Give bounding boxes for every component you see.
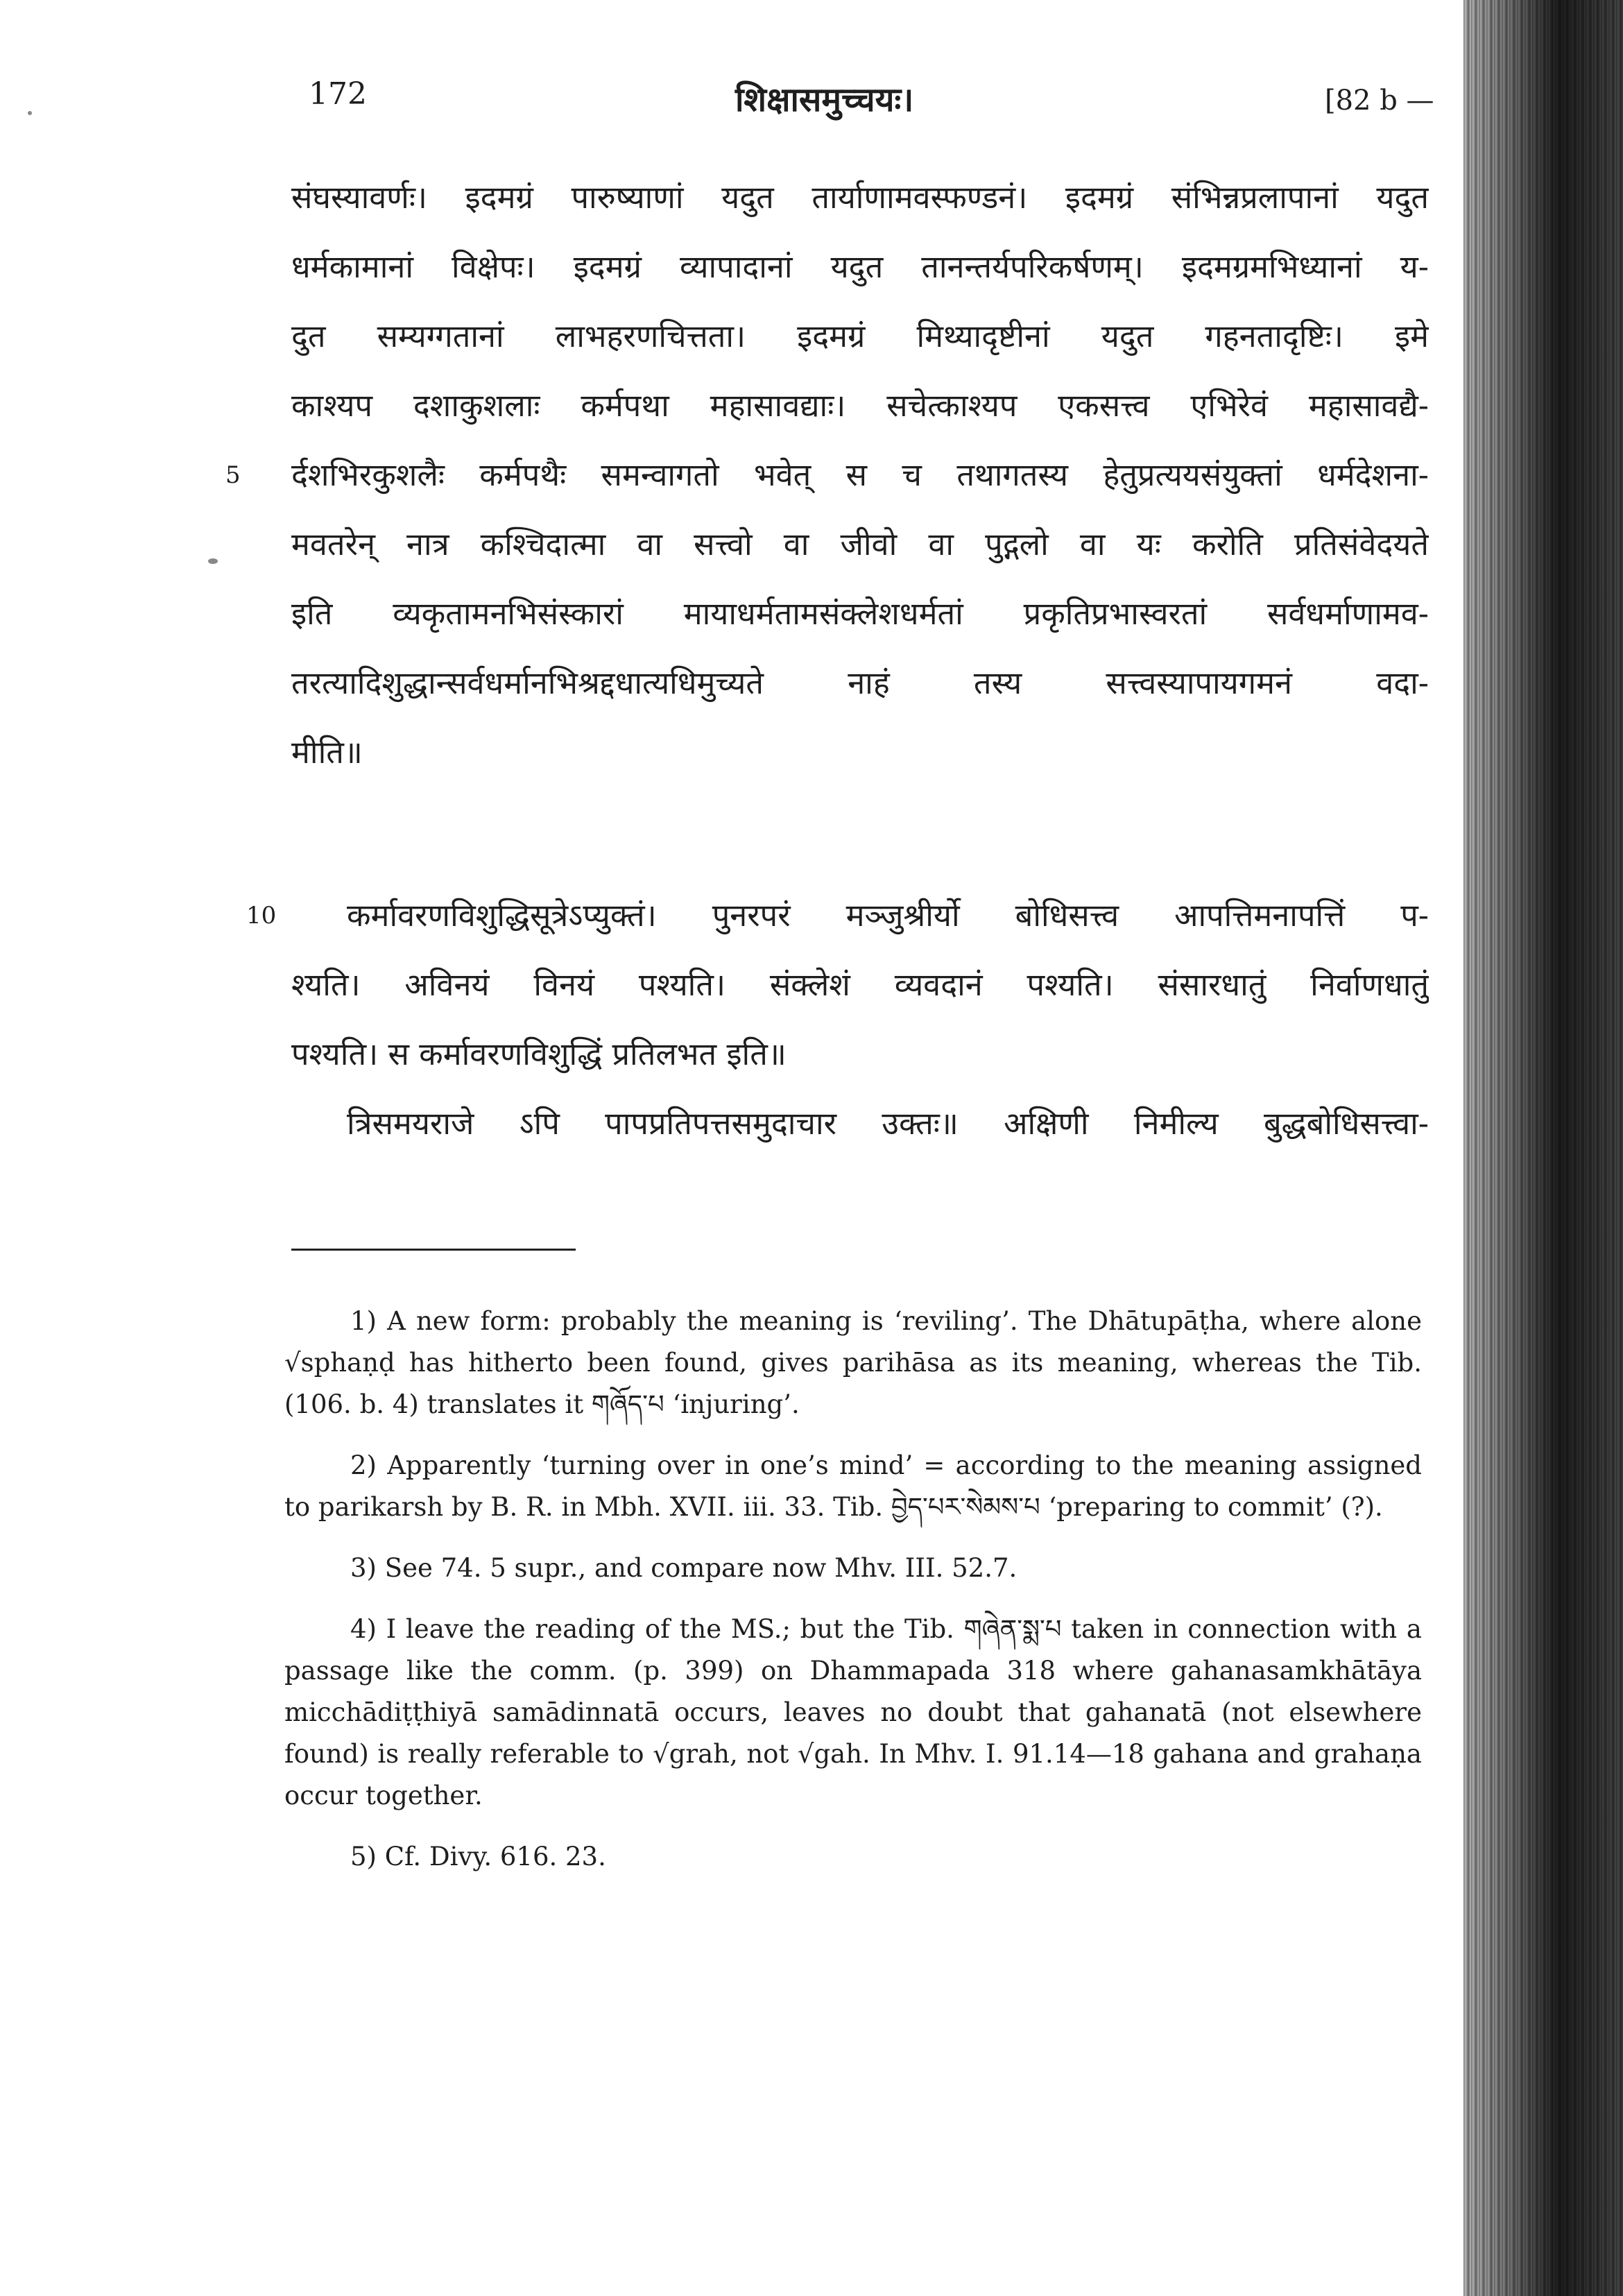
text-line: मीति॥ [291,734,363,771]
text-line: इति व्यकृतामनभिसंस्कारां मायाधर्मतामसंक्लेशधर्मतां प्रकृतिप्रभास्वरतां सर्वधर्माणामव- [291,595,1429,632]
page-header [0,76,1457,132]
page-number: 172 [309,76,367,112]
folio-reference: [82 b — [1325,85,1434,117]
second-paragraph [246,881,1429,1158]
text-line: र्दशभिरकुशलैः कर्मपथैः समन्वागतो भवेत् स च तथागतस्य हेतुप्रत्ययसंयुक्तां धर्मदेशना- [291,456,1429,493]
text-line: संघस्यावर्णः। इदमग्रं पारुष्याणां यदुत तार्याणामवस्फण्डनं। इदमग्रं संभिन्नप्रलापानां यदुत [291,179,1429,216]
text-line: तरत्यादिशुद्धान्सर्वधर्मानभिश्रद्दधात्यधिमुच्यते नाहं तस्य सत्त्वस्यापायगमनं वदा- [291,665,1429,701]
footnotes [284,1301,1422,1897]
scan-speck [208,558,218,564]
text-line: काश्यप दशाकुशलाः कर्मपथा महासावद्याः। सचेत्काश्यप एकसत्त्व एभिरेवं महासावद्यै- [291,387,1429,424]
main-text [225,163,1429,787]
text-line: पश्यति। स कर्मावरणविशुद्धिं प्रतिलभत इति॥ [291,1036,787,1072]
running-title: शिक्षासमुच्चयः। [735,80,914,119]
footnote-4: 4) I leave the reading of the MS.; but the Tib. གཞེན་སྨ་པ taken in connection with a passage like the comm. (p. 399) on Dhammapada 318 where gahanasamkhātāya micchādiṭṭhiyā samādinnatā occurs, leaves no doubt that gahanatā (not elsewhere found) is really referable to √grah, not √gah. In Mhv. I. 91.14—18 gahana and grahaṇa occur together. [284,1614,1422,1810]
text-line: दुत सम्यग्गतानां लाभहरणचित्तता। इदमग्रं मिथ्यादृष्टीनां यदुत गहनतादृष्टिः। इमे [291,318,1429,354]
line-number: 10 [246,902,277,929]
footnote-rule [291,1249,576,1251]
text-line: श्यति। अविनयं विनयं पश्यति। संक्लेशं व्यवदानं पश्यति। संसारधातुं निर्वाणधातुं [291,966,1429,1003]
footnote-2: 2) Apparently ‘turning over in one’s mind’ = according to the meaning assigned to parikarsh by B. R. in Mbh. XVII. iii. 33. Tib. བྱེད་པར་སེམས་པ ‘preparing to commit’ (?). [284,1450,1422,1522]
scan-edge-shadow [1463,0,1623,2296]
text-line: कर्मावरणविशुद्धिसूत्रेऽप्युक्तं। पुनरपरं मञ्जुश्रीर्यो बोधिसत्त्व आपत्तिमनापत्तिं प- [347,897,1429,934]
text-line: धर्मकामानां विक्षेपः। इदमग्रं व्यापादानां यदुत तानन्तर्यपरिकर्षणम्। इदमग्रमभिध्यानां य- [291,248,1429,285]
footnote-3: 3) See 74. 5 supr., and compare now Mhv. III. 52.7. [350,1553,1017,1583]
text-line: त्रिसमयराजे ऽपि पापप्रतिपत्तसमुदाचार उक्तः॥ अक्षिणी निमील्य बुद्धबोधिसत्त्वा- [347,1105,1429,1142]
text-line: मवतरेन् नात्र कश्चिदात्मा वा सत्त्वो वा जीवो वा पुद्गलो वा यः करोति प्रतिसंवेदयते [291,526,1429,563]
footnote-5: 5) Cf. Divy. 616. 23. [350,1842,606,1871]
line-number: 5 [225,461,241,489]
footnote-1: 1) A new form: probably the meaning is ‘reviling’. The Dhātupāṭha, where alone √sphaṇḍ has hitherto been found, gives parihāsa as its meaning, whereas the Tib. (106. b. 4) translates it གཞོད་པ ‘injuring’. [284,1306,1422,1419]
